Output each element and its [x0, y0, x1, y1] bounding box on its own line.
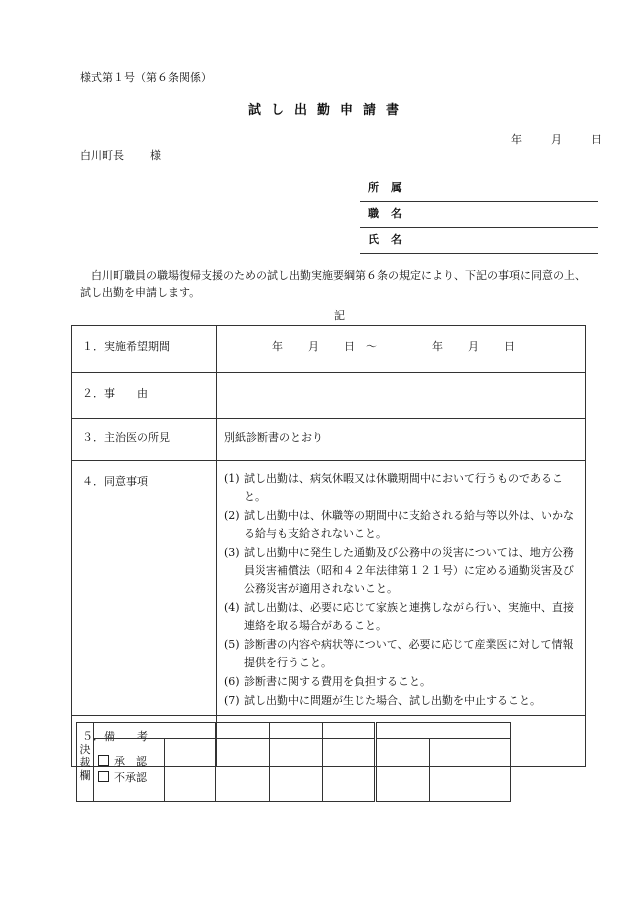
period-year: 年: [272, 340, 283, 353]
table-row: [72, 326, 586, 373]
consent-item: (7) 試し出勤中に問題が生じた場合、試し出勤を中止すること。: [224, 694, 541, 707]
seal-cell[interactable]: [216, 739, 270, 802]
approval-table: [76, 722, 511, 802]
seal-cell[interactable]: [430, 739, 511, 802]
seal-cell[interactable]: [270, 739, 323, 802]
period-label: １．実施希望期間: [72, 326, 217, 373]
date-day: 日: [591, 133, 602, 146]
date-month: 月: [551, 133, 562, 146]
kessai-head-cell: [270, 723, 323, 739]
addressee: [80, 147, 161, 163]
kessai-head-cell: [376, 723, 511, 739]
table-row: [72, 461, 586, 716]
applicant-dept-label: 所属: [368, 181, 414, 194]
consent-cell: [217, 461, 586, 716]
checkbox-icon: [98, 755, 109, 766]
consent-item: (2) 試し出勤中は、休職等の期間中に支給される給与等以外は、いかなる給与も支給されないこと。: [224, 509, 574, 540]
approve-label: 承 認: [114, 755, 147, 768]
period-field[interactable]: [217, 326, 586, 373]
intro-paragraph: 白川町職員の職場復帰支援のための試し出勤実施要綱第６条の規定により、下記の事項に同意の上、試し出勤を申請します。: [80, 269, 586, 299]
seal-cell[interactable]: [165, 739, 216, 802]
applicant-name-field[interactable]: [360, 227, 598, 254]
remarks-label: ５．備 考: [72, 716, 217, 767]
period-year-end: 年: [432, 340, 443, 353]
period-month: 月: [308, 340, 319, 353]
date-year: 年: [511, 133, 522, 146]
decision-options: [94, 739, 165, 802]
checkbox-icon: [98, 771, 109, 782]
seal-cell[interactable]: [323, 739, 376, 802]
addressee-honorific: 様: [150, 149, 161, 162]
doctor-value: 別紙診断書のとおり: [217, 419, 586, 461]
consent-item: (5) 診断書の内容や病状等について、必要に応じて産業医に対して情報提供を行うこと。: [224, 638, 574, 669]
applicant-post-field[interactable]: [360, 201, 598, 228]
form-number: 様式第１号（第６条関係）: [80, 71, 212, 84]
reason-field[interactable]: [217, 373, 586, 419]
disapprove-label: 不承認: [114, 771, 147, 784]
approve-checkbox[interactable]: [98, 754, 164, 770]
period-day: 日: [344, 340, 355, 353]
doctor-label: ３．主治医の所見: [72, 419, 217, 461]
disapprove-checkbox[interactable]: [98, 770, 164, 786]
kessai-label: 決 裁 欄: [77, 723, 94, 802]
application-table: [71, 325, 586, 767]
consent-item: (3) 試し出勤中に発生した通勤及び公務中の災害については、地方公務員災害補償法（昭和４２年法律第１２１号）に定める通勤災害及び公務災害が適用されないこと。: [224, 546, 574, 595]
table-row: [72, 373, 586, 419]
ki-heading: 記: [334, 309, 345, 322]
page-title: 試し出勤申請書: [248, 103, 410, 118]
applicant-post-label: 職名: [368, 207, 414, 220]
consent-list: [224, 467, 585, 710]
consent-item: (6) 診断書に関する費用を負担すること。: [224, 675, 431, 688]
reason-label: ２．事 由: [72, 373, 217, 419]
addressee-name: 白川町長: [80, 149, 124, 162]
date-line: [511, 131, 602, 147]
period-month-end: 月: [468, 340, 479, 353]
applicant-dept-field[interactable]: [360, 175, 598, 202]
period-tilde: ～: [366, 340, 377, 353]
seal-cell[interactable]: [376, 739, 430, 802]
consent-item: (4) 試し出勤は、必要に応じて家族と連携しながら行い、実施中、直接連絡を取る場合があること。: [224, 601, 574, 632]
kessai-head-cell: [216, 723, 270, 739]
kessai-head-cell: [323, 723, 376, 739]
consent-label: ４．同意事項: [72, 461, 217, 716]
table-row: [72, 419, 586, 461]
kessai-head-cell: [94, 723, 216, 739]
period-day-end: 日: [504, 340, 515, 353]
applicant-name-label: 氏名: [368, 233, 414, 246]
consent-item: (1) 試し出勤は、病気休暇又は休職期間中において行うものであること。: [224, 472, 563, 503]
